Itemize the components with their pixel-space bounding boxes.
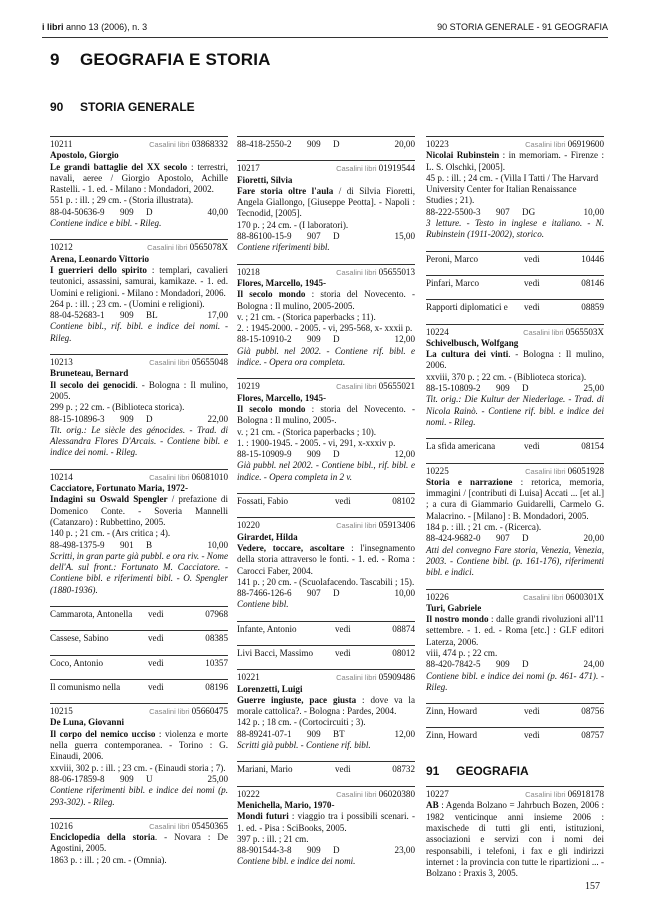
entry-source: Casalini libri 06020380 <box>336 788 415 799</box>
entry-10221 <box>237 669 415 751</box>
entry-number: 10211 <box>50 139 73 149</box>
entry-isbn-row: 88-89241-07-1 909 BT 12,00 <box>237 728 415 739</box>
chapter-title: GEOGRAFIA E STORIA <box>80 50 271 69</box>
cross-reference: Cammarota, Antonella vedi 07968 <box>50 606 228 630</box>
entry-10220 <box>237 517 415 610</box>
entry-source: Casalini libri 06919600 <box>525 139 604 149</box>
entry-source: Casalini libri 0565503X <box>523 326 604 337</box>
cross-reference: Il comunismo nella vedi 08196 <box>50 679 228 703</box>
cross-reference: Fossati, Fabio vedi 08102 <box>237 493 415 517</box>
entry-author: Bruneteau, Bernard <box>50 368 129 379</box>
cross-reference: La sfida americana vedi 08154 <box>426 438 604 462</box>
entry-physical: xxviii, 370 p. ; 22 cm. - (Biblioteca storica). <box>426 371 587 382</box>
entry-description: La cultura dei vinti. - Bologna : Il mulino, 2006. <box>426 349 605 371</box>
entry-source: Casalini libri 0600301X <box>523 591 604 602</box>
entry-number: 10216 <box>50 820 73 831</box>
entry-isbn-row: 88-15-10910-2 909 D 12,00 <box>237 334 415 345</box>
entry-title: Il nostro mondo <box>426 614 489 625</box>
section-number: 90 <box>50 100 64 114</box>
entry-source: Casalini libri 06918178 <box>525 789 604 800</box>
column-1 <box>50 136 228 876</box>
entry-id: 06081010 <box>191 471 228 482</box>
journal-issue: anno 13 (2006), n. 3 <box>66 22 148 32</box>
cross-reference: Cassese, Sabino vedi 08385 <box>50 630 228 654</box>
cross-reference: Pinfari, Marco vedi 08146 <box>426 275 604 299</box>
entry-number: 10223 <box>426 139 449 149</box>
entry-source: Casalini libri 05655021 <box>336 381 415 392</box>
entry-author: Fioretti, Silvia <box>237 174 293 185</box>
entry-author: Lorenzetti, Luigi <box>237 683 303 694</box>
entry-author: Apostolo, Giorgio <box>50 150 119 161</box>
entry-continuation <box>237 136 415 150</box>
entry-10224 <box>426 324 604 429</box>
cross-reference: Infante, Antonio vedi 08874 <box>237 621 415 645</box>
entry-isbn-row: 88-7466-126-6 907 D 10,00 <box>237 588 415 599</box>
section-number: 91 <box>426 763 440 778</box>
entry-id: 06918178 <box>567 789 604 800</box>
entry-physical: 184 p. : ill. ; 21 cm. - (Ricerca). <box>426 522 542 533</box>
entry-note: Scritti, in gran parte già pubbl. e ora riv. - Nome dell'A. sul front.: Fortunato M. Cacciatore. - Contiene bibl. e riferimenti bibl. - O. Spengler (1880-1936). <box>50 550 228 595</box>
entry-physical: 45 p. : ill. ; 24 cm. - (Villa I Tatti / The Harvard University Center for Italian Renaissance Studies ; 21). <box>426 172 599 206</box>
entry-id: 0565078X <box>189 242 228 253</box>
entry-number: 10213 <box>50 357 73 368</box>
entry-10217 <box>237 160 415 253</box>
entry-id: 05655013 <box>378 266 415 277</box>
entry-source: Casalini libri 0565078X <box>147 242 228 253</box>
entry-isbn-row: 88-424-9682-0 907 D 20,00 <box>426 533 604 544</box>
entry-number: 10220 <box>237 520 260 531</box>
entry-isbn-row: 88-15-10896-3 909 D 22,00 <box>50 413 228 424</box>
entry-author: Arena, Leonardo Vittorio <box>50 253 150 264</box>
entry-note: Contiene riferimenti bibl. <box>237 242 330 253</box>
entry-note: Contiene riferimenti bibl. e indice dei nomi (p. 293-302). - Rileg. <box>50 785 228 807</box>
entry-source: Casalini libri 05655048 <box>149 357 228 368</box>
entry-note: 3 letture. - Testo in inglese e italiano. - N. Rubinstein (1911-2002), storico. <box>426 218 604 240</box>
journal-citation <box>42 22 147 32</box>
entry-id: 06919600 <box>567 139 604 149</box>
entry-id: 05909486 <box>378 672 415 683</box>
entry-title: Il secolo mondo <box>237 289 306 300</box>
column-3 <box>426 136 604 889</box>
entry-isbn-row: 88-15-10909-9 909 D 12,00 <box>237 449 415 460</box>
cross-reference: Livi Bacci, Massimo vedi 08012 <box>237 645 415 669</box>
entry-volume: 2. : 1945-2000. - 2005. - vi, 295-568, x- xxxii p. <box>237 323 413 334</box>
entry-physical: 1863 p. : ill. ; 20 cm. - (Omnia). <box>50 854 167 865</box>
entry-note: Contiene indice e bibl. - Rileg. <box>50 218 162 229</box>
entry-physical: v. ; 21 cm. - (Storica paperbacks ; 11). <box>237 311 376 322</box>
entry-title: Il secolo mondo <box>237 403 306 414</box>
entry-id: 03868332 <box>191 139 228 149</box>
entry-isbn-row: 88-86100-15-9 907 D 15,00 <box>237 231 415 242</box>
entry-title: Fare storia oltre l'aula <box>237 185 334 196</box>
entry-physical: 264 p. : ill. ; 23 cm. - (Uomini e religioni). <box>50 298 205 309</box>
entry-isbn-row: 88-15-10809-2 909 D 25,00 <box>426 383 604 394</box>
cross-reference: Peroni, Marco vedi 10446 <box>426 251 604 275</box>
entry-description: Storia e narrazione : retorica, memoria, immagini / [contributi di Luisa] Accati ... [et al.] ; a cura di Giammario Guidarelli, Carmelo G. Malacrino. - [Milano] : B. Mondadori, 2005. <box>426 476 604 521</box>
entry-isbn-row: 88-06-17859-8 909 U 25,00 <box>50 773 228 784</box>
entry-10215 <box>50 703 228 808</box>
entry-description: Il secolo mondo : storia del Novecento. - Bologna : Il mulino, 2005-. <box>237 403 415 426</box>
header-rule <box>42 37 608 38</box>
section-title: GEOGRAFIA <box>456 763 529 778</box>
cross-reference: Zinn, Howard vedi 08756 <box>426 703 604 727</box>
entry-isbn-row: 88-420-7842-5 909 D 24,00 <box>426 659 604 670</box>
entry-isbn-row: 88-498-1375-9 901 B 10,00 <box>50 539 228 550</box>
entry-source: Casalini libri 01919544 <box>336 163 415 174</box>
entry-source: Casalini libri 05660475 <box>149 706 228 717</box>
cross-reference: Rapporti diplomatici e vedi 08859 <box>426 299 604 323</box>
entry-id: 05660475 <box>191 706 228 717</box>
cross-reference: Zinn, Howard vedi 08757 <box>426 727 604 751</box>
entry-physical: 551 p. : ill. ; 29 cm. - (Storia illustrata). <box>50 195 194 206</box>
entry-10213 <box>50 354 228 459</box>
page-number: 157 <box>585 881 600 892</box>
entry-note: Contiene bibl. <box>237 599 289 610</box>
entry-author: Flores, Marcello, 1945- <box>237 392 327 403</box>
entry-description: Enciclopedia della storia. - Novara : De Agostini, 2005. <box>50 832 228 854</box>
entry-description: Il nostro mondo : dalle grandi rivoluzioni all'11 settembre. - 1. ed. - Roma [etc.] : GLF editori Laterza, 2006. <box>426 614 604 647</box>
entry-description: Mondi futuri : viaggio tra i possibili scenari. - 1. ed. - Pisa : SciBooks, 2005. <box>237 811 415 833</box>
entry-volume: 1. : 1900-1945. - 2005. - vi, 291, x-xxxiv p. <box>237 437 396 448</box>
entry-title: Storia e narrazione <box>426 476 513 487</box>
entry-note: Scritti già pubbl. - Contiene rif. bibl. <box>237 740 371 751</box>
section-heading <box>50 100 195 114</box>
entry-description: AB : Agenda Bolzano = Jahrbuch Bozen, 2006 : 1982 venticinque anni insieme 2006 : maxischede di tutti gli enti, istituzioni, associazioni e servizi con i nomi dei responsabili, i telefoni, i fax e gli indirizzi internet : la provincia con tutte le ripartizioni ... - Bolzano : Praxis 3, 2005. <box>426 800 604 879</box>
entry-author: Girardet, Hilda <box>237 531 298 542</box>
entry-number: 10214 <box>50 471 73 482</box>
entry-10216 <box>50 818 228 866</box>
entry-id: 06051928 <box>567 465 604 476</box>
entry-note: Tit. orig.: Le siècle des génocides. - Trad. di Alessandra Flores D'Arcais. - Contiene bibl. e indice dei nomi. - Rileg. <box>50 424 228 458</box>
entry-10227 <box>426 786 604 879</box>
entry-id: 01919544 <box>378 163 415 174</box>
entry-id: 05913406 <box>378 520 415 531</box>
entry-title: I guerrieri dello spirito <box>50 264 147 275</box>
entry-description: I guerrieri dello spirito : templari, cavalieri teutonici, assassini, samurai, kamikaze. - 1. ed. Uomini e religioni. - Milano : Mondadori, 2006. <box>50 264 228 298</box>
entry-10222 <box>237 786 415 868</box>
entry-description: Il secolo dei genocidi. - Bologna : Il mulino, 2005. <box>50 379 229 401</box>
entry-source: Casalini libri 06081010 <box>149 471 228 482</box>
section-range: 90 STORIA GENERALE - 91 GEOGRAFIA <box>437 22 608 32</box>
entry-number: 10221 <box>237 672 260 683</box>
entry-title: Enciclopedia della storia <box>50 832 155 843</box>
entry-10211 <box>50 136 228 229</box>
entry-author: Menichella, Mario, 1970- <box>237 799 335 810</box>
entry-number: 10219 <box>237 381 260 392</box>
entry-description: Il secolo mondo : storia del Novecento. - Bologna : Il mulino, 2005-2005. <box>237 289 415 311</box>
entry-note: Atti del convegno Fare storia, Venezia, Venezia, 2003. - Contiene bibl. (p. 161-176), riferimenti bibl. e indici. <box>426 544 604 578</box>
entry-number: 10212 <box>50 242 73 253</box>
entry-note: Tit. orig.: Die Kultur der Niederlage. - Trad. di Nicola Rainò. - Contiene rif. bibl. e indice dei nomi. - Rileg. <box>426 394 604 427</box>
entry-description: Vedere, toccare, ascoltare : l'insegnamento della storia attraverso le fonti. - 1. ed. - Roma : Carocci Faber, 2004. <box>237 542 415 576</box>
section-title: STORIA GENERALE <box>80 100 195 114</box>
entry-10212 <box>50 239 228 344</box>
entry-physical: xxviii, 302 p. : ill. ; 23 cm. - (Einaudi storia ; 7). <box>50 762 226 773</box>
entry-author: Flores, Marcello, 1945- <box>237 277 327 288</box>
entry-number: 10224 <box>426 326 449 337</box>
entry-note: Contiene bibl. e indice dei nomi. <box>237 856 356 867</box>
entry-10225 <box>426 463 604 579</box>
entry-10226 <box>426 589 604 694</box>
entry-number: 10227 <box>426 789 449 800</box>
chapter-number: 9 <box>50 50 60 69</box>
entry-title: AB <box>426 800 439 811</box>
entry-id: 06020380 <box>378 788 415 799</box>
entry-physical: viii, 474 p. ; 22 cm. <box>426 647 498 658</box>
entry-10214 <box>50 469 228 596</box>
entry-isbn-row: 88-04-52683-1 909 BL 17,00 <box>50 310 228 321</box>
entry-number: 10215 <box>50 706 73 717</box>
entry-description: Fare storia oltre l'aula / di Silvia Fioretti, Angela Giallongo, [Giuseppe Peotta]. - Napoli : Tecnodid, [2005]. <box>237 185 415 219</box>
section-heading-geografia <box>426 763 604 778</box>
entry-title: La cultura dei vinti <box>426 349 509 360</box>
entry-id: 0600301X <box>565 591 604 602</box>
entry-id: 05450365 <box>191 820 228 831</box>
entry-isbn-row: 88-222-5500-3 907 DG 10,00 <box>426 206 604 217</box>
entry-title: Vedere, toccare, ascoltare <box>237 542 345 553</box>
entry-title: Indagini su Oswald Spengler <box>50 494 168 505</box>
entry-author: Turi, Gabriele <box>426 602 482 613</box>
entry-source: Casalini libri 03868332 <box>149 139 228 149</box>
entry-description: Nicolai Rubinstein : in memoriam. - Firenze : L. S. Olschki, [2005]. <box>426 150 604 172</box>
running-header <box>42 22 608 36</box>
entry-source: Casalini libri 05450365 <box>149 820 228 831</box>
entry-author: Schivelbusch, Wolfgang <box>426 337 519 348</box>
entry-description: Indagini su Oswald Spengler / prefazione di Domenico Conte. - Soveria Mannelli (Catanzaro) : Rubbettino, 2005. <box>50 494 228 527</box>
entry-number: 10225 <box>426 465 449 476</box>
entry-source: Casalini libri 05655013 <box>336 266 415 277</box>
entry-number: 10217 <box>237 163 260 174</box>
entry-author: De Luna, Giovanni <box>50 717 125 728</box>
cross-reference: Coco, Antonio vedi 10357 <box>50 655 228 679</box>
entry-physical: 397 p. : ill. ; 21 cm. <box>237 833 309 844</box>
entry-note: Già pubbl. nel 2002. - Contiene bibl., rif. bibl. e indice. - Opera completa in 2 v. <box>237 460 415 482</box>
column-2 <box>237 136 415 878</box>
entry-isbn-row: 88-418-2550-2 909 D 20,00 <box>237 139 415 149</box>
entry-source: Casalini libri 05909486 <box>336 672 415 683</box>
cross-reference: Mariani, Mario vedi 08732 <box>237 761 415 785</box>
entry-description: Guerre ingiuste, pace giusta : dove va la morale cattolica?. - Bologna : Pardes, 2004. <box>237 694 415 717</box>
entry-number: 10226 <box>426 591 449 602</box>
entry-title: Il corpo del nemico ucciso <box>50 728 156 739</box>
entry-10223 <box>426 136 604 241</box>
entry-title: Guerre ingiuste, pace giusta <box>237 694 357 705</box>
entry-author: Nicolai Rubinstein <box>426 150 500 161</box>
entry-isbn-row: 88-901544-3-8 909 D 23,00 <box>237 845 415 856</box>
entry-physical: 170 p. ; 24 cm. - (I laboratori). <box>237 219 349 230</box>
entry-physical: 140 p. ; 21 cm. - (Ars critica ; 4). <box>50 528 171 539</box>
entry-physical: 142 p. ; 18 cm. - (Cortocircuiti ; 3). <box>237 717 366 728</box>
entry-source: Casalini libri 06051928 <box>525 465 604 476</box>
entry-note: Contiene bibl., rif. bibl. e indice dei nomi. - Rileg. <box>50 321 228 343</box>
entry-physical: 299 p. ; 22 cm. - (Biblioteca storica). <box>50 402 185 413</box>
entry-10219 <box>237 378 415 483</box>
journal-name: i libri <box>42 22 64 32</box>
entry-physical: v. ; 21 cm. - (Storica paperbacks ; 10). <box>237 426 377 437</box>
entry-title: Il secolo dei genocidi <box>50 379 136 390</box>
chapter-heading <box>50 50 271 70</box>
entry-note: Già pubbl. nel 2002. - Contiene rif. bibl. e indice. - Opera ora completa. <box>237 345 415 368</box>
entry-description: Le grandi battaglie del XX secolo : terrestri, navali, aeree / Giorgio Apostolo, Achille Rastelli. - 1. ed. - Milano : Mondadori, 2002. <box>50 161 228 195</box>
entry-10218 <box>237 264 415 369</box>
entry-isbn-row: 88-04-50636-9 909 D 40,00 <box>50 206 228 217</box>
entry-id: 0565503X <box>565 326 604 337</box>
entry-description: Il corpo del nemico ucciso : violenza e morte nella guerra contemporanea. - Torino : G. Einaudi, 2006. <box>50 728 229 762</box>
entry-number: 10218 <box>237 266 260 277</box>
entry-id: 05655021 <box>378 381 415 392</box>
entry-note: Contiene bibl. e indice dei nomi (p. 461- 471). - Rileg. <box>426 670 604 692</box>
entry-author: Cacciatore, Fortunato Maria, 1972- <box>50 483 188 494</box>
entry-title: Mondi futuri <box>237 811 289 822</box>
entry-title: Le grandi battaglie del XX secolo <box>50 161 188 172</box>
entry-id: 05655048 <box>191 357 228 368</box>
entry-number: 10222 <box>237 788 260 799</box>
entry-physical: 141 p. ; 20 cm. - (Scuolafacendo. Tascabili ; 15). <box>237 576 415 587</box>
entry-source: Casalini libri 05913406 <box>336 520 415 531</box>
